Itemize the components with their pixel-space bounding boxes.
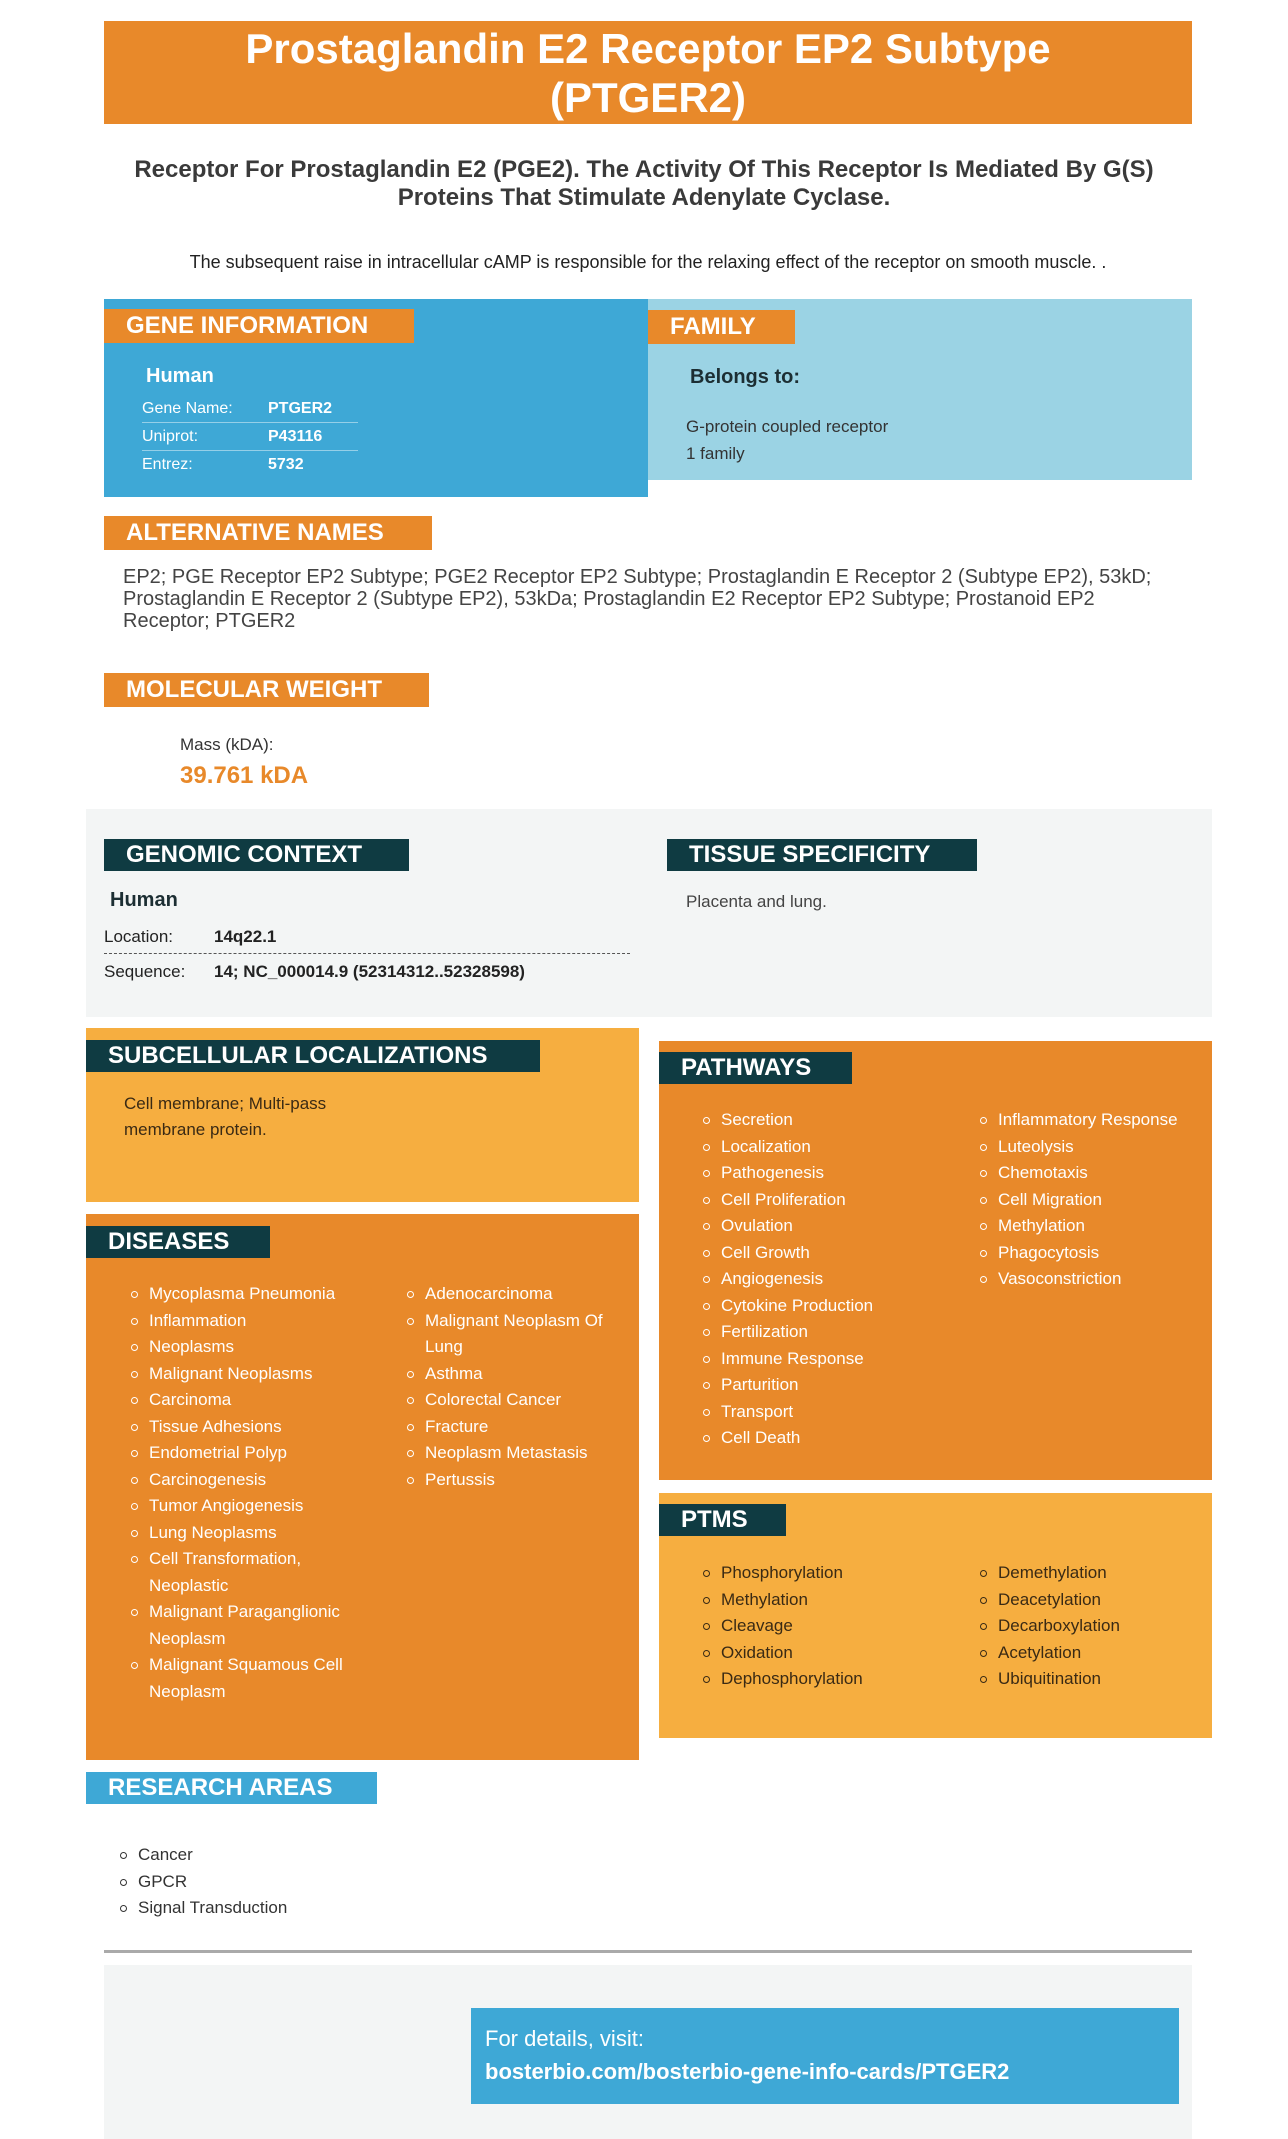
disease-item: Fracture — [401, 1414, 631, 1441]
ptm-item: Deacetylation — [974, 1587, 1210, 1614]
pathway-item: Fertilization — [697, 1319, 957, 1346]
ptm-item: Cleavage — [697, 1613, 957, 1640]
pathway-item: Pathogenesis — [697, 1160, 957, 1187]
family-line: G-protein coupled receptor — [686, 417, 889, 436]
pathway-item: Cell Proliferation — [697, 1187, 957, 1214]
uniprot-row — [142, 423, 358, 451]
ptm-item: Oxidation — [697, 1640, 957, 1667]
pathway-item: Vasoconstriction — [974, 1266, 1210, 1293]
pathway-item: Cell Growth — [697, 1240, 957, 1267]
disease-item: Malignant Neoplasms — [125, 1361, 355, 1388]
details-link-box[interactable] — [471, 2008, 1179, 2104]
genomic-species: Human — [110, 889, 178, 911]
diseases-list-col1 — [125, 1281, 355, 1705]
footer-divider — [104, 1950, 1192, 1953]
page-title: Prostaglandin E2 Receptor EP2 Subtype (PTGER2) — [245, 24, 1051, 121]
disease-item: Tumor Angiogenesis — [125, 1493, 355, 1520]
ptm-item: Dephosphorylation — [697, 1666, 957, 1693]
gene-name-row — [142, 395, 358, 423]
pathway-item: Cytokine Production — [697, 1293, 957, 1320]
title-banner — [104, 21, 1192, 124]
molecular-weight-heading: MOLECULAR WEIGHT — [104, 673, 429, 707]
subcellular-heading: SUBCELLULAR LOCALIZATIONS — [86, 1040, 540, 1072]
genomic-context-heading: GENOMIC CONTEXT — [104, 839, 409, 871]
gene-species: Human — [146, 365, 214, 387]
disease-item: Neoplasms — [125, 1334, 355, 1361]
family-belongs-label: Belongs to: — [690, 366, 800, 388]
pathway-item: Chemotaxis — [974, 1160, 1210, 1187]
location-key: Location: — [104, 926, 173, 946]
ptm-item: Phosphorylation — [697, 1560, 957, 1587]
pathway-item: Cell Death — [697, 1425, 957, 1452]
diseases-heading: DISEASES — [86, 1226, 270, 1258]
disease-item: Carcinoma — [125, 1387, 355, 1414]
alternative-names-heading: ALTERNATIVE NAMES — [104, 516, 432, 550]
pathway-item: Inflammatory Response — [974, 1107, 1210, 1134]
research-areas-heading: RESEARCH AREAS — [86, 1772, 377, 1804]
disease-item: Cell Transformation, Neoplastic — [125, 1546, 355, 1599]
disease-item: Malignant Squamous Cell Neoplasm — [125, 1652, 355, 1705]
disease-item: Carcinogenesis — [125, 1467, 355, 1494]
subtitle: Receptor For Prostaglandin E2 (PGE2). The Activity Of This Receptor Is Mediated By G(S) Proteins That Stimulate Adenylate Cyclase. — [134, 156, 1154, 211]
gene-name-value: PTGER2 — [268, 399, 333, 417]
research-area-item: Cancer — [114, 1842, 514, 1869]
entrez-key: Entrez: — [142, 456, 193, 473]
pathways-heading: PATHWAYS — [659, 1052, 852, 1084]
research-area-item: GPCR — [114, 1869, 514, 1896]
location-value: 14q22.1 — [214, 926, 277, 946]
pathways-list-col2 — [974, 1107, 1210, 1293]
pathway-item: Cell Migration — [974, 1187, 1210, 1214]
ptm-item: Ubiquitination — [974, 1666, 1210, 1693]
mass-value: 39.761 kDA — [180, 762, 309, 789]
pathway-item: Luteolysis — [974, 1134, 1210, 1161]
entrez-row — [142, 451, 358, 479]
pathway-item: Transport — [697, 1399, 957, 1426]
location-row — [104, 920, 630, 954]
research-area-item: Signal Transduction — [114, 1895, 514, 1922]
pathway-item: Angiogenesis — [697, 1266, 957, 1293]
sequence-row — [104, 955, 630, 989]
tissue-specificity-heading: TISSUE SPECIFICITY — [667, 839, 977, 871]
subcellular-text: Cell membrane; Multi-pass membrane protein. — [124, 1094, 327, 1139]
pathway-item: Methylation — [974, 1213, 1210, 1240]
disease-item: Malignant Paraganglionic Neoplasm — [125, 1599, 355, 1652]
sequence-value: 14; NC_000014.9 (52314312..52328598) — [214, 962, 525, 981]
ptm-item: Acetylation — [974, 1640, 1210, 1667]
disease-item: Lung Neoplasms — [125, 1520, 355, 1547]
ptms-heading: PTMS — [659, 1504, 786, 1536]
disease-item: Endometrial Polyp — [125, 1440, 355, 1467]
pathways-list-col1 — [697, 1107, 957, 1452]
family-line: 1 family — [686, 444, 745, 463]
ptms-list-col2 — [974, 1560, 1210, 1693]
ptm-item: Demethylation — [974, 1560, 1210, 1587]
disease-item: Inflammation — [125, 1308, 355, 1335]
gene-information-heading: GENE INFORMATION — [104, 309, 414, 343]
entrez-value: 5732 — [268, 456, 304, 473]
disease-item: Neoplasm Metastasis — [401, 1440, 631, 1467]
disease-item: Adenocarcinoma — [401, 1281, 631, 1308]
sequence-key: Sequence: — [104, 962, 186, 981]
details-caption: For details, visit: — [485, 2026, 644, 2051]
pathway-item: Ovulation — [697, 1213, 957, 1240]
pathway-item: Secretion — [697, 1107, 957, 1134]
ptm-item: Decarboxylation — [974, 1613, 1210, 1640]
research-areas-list — [114, 1842, 514, 1922]
pathway-item: Parturition — [697, 1372, 957, 1399]
ptms-list-col1 — [697, 1560, 957, 1693]
description: The subsequent raise in intracellular cAMP is responsible for the relaxing effect of the receptor on smooth muscle. . — [189, 252, 1107, 272]
uniprot-value: P43116 — [268, 427, 323, 445]
uniprot-key: Uniprot: — [142, 427, 199, 445]
disease-item: Mycoplasma Pneumonia — [125, 1281, 355, 1308]
pathway-item: Phagocytosis — [974, 1240, 1210, 1267]
details-link[interactable]: bosterbio.com/bosterbio-gene-info-cards/PTGER2 — [485, 2059, 1010, 2084]
mass-caption: Mass (kDA): — [180, 735, 274, 754]
family-heading: FAMILY — [648, 310, 795, 344]
alternative-names-text: EP2; PGE Receptor EP2 Subtype; PGE2 Receptor EP2 Subtype; Prostaglandin E Receptor 2 (Subtype EP2), 53kD; Prostaglandin E Receptor 2 (Subtype EP2), 53kDa; Prostaglandin E2 Receptor EP2 Subtype; Prostanoid EP2 Receptor; PTGER2 — [123, 566, 1152, 632]
pathway-item: Localization — [697, 1134, 957, 1161]
disease-item: Malignant Neoplasm Of Lung — [401, 1308, 631, 1361]
disease-item: Asthma — [401, 1361, 631, 1388]
tissue-specificity-text: Placenta and lung. — [686, 892, 827, 911]
pathway-item: Immune Response — [697, 1346, 957, 1373]
ptm-item: Methylation — [697, 1587, 957, 1614]
gene-name-key: Gene Name: — [142, 399, 233, 417]
disease-item: Tissue Adhesions — [125, 1414, 355, 1441]
diseases-list-col2 — [401, 1281, 631, 1493]
disease-item: Pertussis — [401, 1467, 631, 1494]
disease-item: Colorectal Cancer — [401, 1387, 631, 1414]
